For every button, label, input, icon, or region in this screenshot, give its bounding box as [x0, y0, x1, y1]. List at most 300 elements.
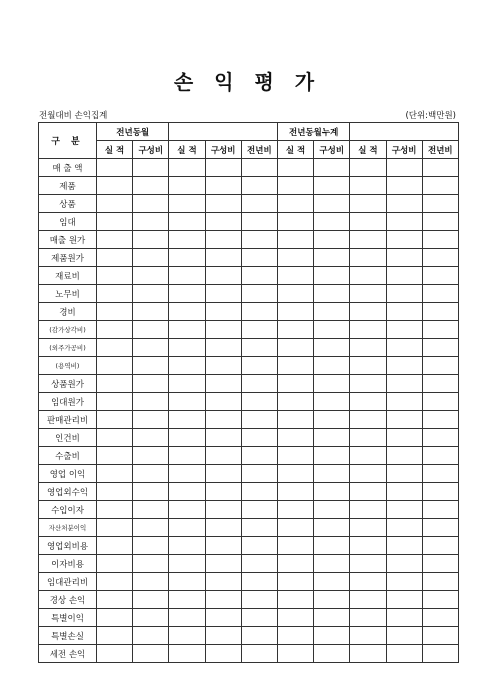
value-cell[interactable]: [422, 393, 458, 411]
value-cell[interactable]: [314, 645, 350, 663]
value-cell[interactable]: [350, 213, 386, 231]
value-cell[interactable]: [350, 573, 386, 591]
value-cell[interactable]: [314, 501, 350, 519]
value-cell[interactable]: [133, 321, 169, 339]
value-cell[interactable]: [133, 249, 169, 267]
value-cell[interactable]: [169, 537, 205, 555]
value-cell[interactable]: [205, 645, 241, 663]
value-cell[interactable]: [97, 627, 133, 645]
value-cell[interactable]: [386, 645, 422, 663]
value-cell[interactable]: [205, 339, 241, 357]
value-cell[interactable]: [386, 609, 422, 627]
value-cell[interactable]: [169, 177, 205, 195]
column-header: 구성비: [386, 141, 422, 159]
value-cell[interactable]: [350, 159, 386, 177]
table-row: [39, 411, 459, 429]
value-cell[interactable]: [241, 159, 277, 177]
value-cell[interactable]: [277, 213, 313, 231]
value-cell[interactable]: [386, 483, 422, 501]
value-cell[interactable]: [314, 591, 350, 609]
value-cell[interactable]: [241, 195, 277, 213]
value-cell[interactable]: [133, 339, 169, 357]
column-header: 구성비: [205, 141, 241, 159]
value-cell[interactable]: [386, 213, 422, 231]
value-cell[interactable]: [277, 645, 313, 663]
column-header: 실 적: [97, 141, 133, 159]
value-cell[interactable]: [97, 447, 133, 465]
value-cell[interactable]: [350, 285, 386, 303]
value-cell[interactable]: [97, 609, 133, 627]
value-cell[interactable]: [314, 231, 350, 249]
value-cell[interactable]: [314, 483, 350, 501]
value-cell[interactable]: [350, 465, 386, 483]
value-cell[interactable]: [205, 483, 241, 501]
value-cell[interactable]: [97, 519, 133, 537]
value-cell[interactable]: [205, 573, 241, 591]
value-cell[interactable]: [97, 267, 133, 285]
value-cell[interactable]: [97, 429, 133, 447]
table-row: [39, 555, 459, 573]
value-cell[interactable]: [241, 249, 277, 267]
value-cell[interactable]: [133, 393, 169, 411]
value-cell[interactable]: [169, 591, 205, 609]
value-cell[interactable]: [169, 357, 205, 375]
value-cell[interactable]: [277, 177, 313, 195]
value-cell[interactable]: [241, 447, 277, 465]
value-cell[interactable]: [169, 483, 205, 501]
value-cell[interactable]: [386, 249, 422, 267]
value-cell[interactable]: [386, 411, 422, 429]
value-cell[interactable]: [205, 195, 241, 213]
value-cell[interactable]: [422, 339, 458, 357]
value-cell[interactable]: [133, 483, 169, 501]
table-row: [39, 519, 459, 537]
value-cell[interactable]: [205, 501, 241, 519]
value-cell[interactable]: [133, 555, 169, 573]
value-cell[interactable]: [422, 555, 458, 573]
value-cell[interactable]: [386, 627, 422, 645]
column-header: 실 적: [277, 141, 313, 159]
value-cell[interactable]: [350, 195, 386, 213]
column-header: 구성비: [133, 141, 169, 159]
value-cell[interactable]: [277, 285, 313, 303]
value-cell[interactable]: [133, 465, 169, 483]
value-cell[interactable]: [277, 483, 313, 501]
value-cell[interactable]: [97, 303, 133, 321]
table-row: [39, 483, 459, 501]
value-cell[interactable]: [205, 303, 241, 321]
value-cell[interactable]: [422, 285, 458, 303]
value-cell[interactable]: [350, 375, 386, 393]
value-cell[interactable]: [205, 627, 241, 645]
value-cell[interactable]: [241, 537, 277, 555]
value-cell[interactable]: [422, 627, 458, 645]
value-cell[interactable]: [241, 267, 277, 285]
value-cell[interactable]: [314, 195, 350, 213]
row-label: 매출 원가: [39, 231, 97, 249]
value-cell[interactable]: [241, 627, 277, 645]
value-cell[interactable]: [277, 393, 313, 411]
value-cell[interactable]: [133, 213, 169, 231]
value-cell[interactable]: [133, 573, 169, 591]
value-cell[interactable]: [277, 555, 313, 573]
value-cell[interactable]: [386, 537, 422, 555]
value-cell[interactable]: [133, 537, 169, 555]
value-cell[interactable]: [241, 393, 277, 411]
value-cell[interactable]: [241, 375, 277, 393]
value-cell[interactable]: [350, 609, 386, 627]
value-cell[interactable]: [314, 411, 350, 429]
value-cell[interactable]: [97, 393, 133, 411]
value-cell[interactable]: [241, 231, 277, 249]
value-cell[interactable]: [314, 447, 350, 465]
value-cell[interactable]: [205, 177, 241, 195]
row-label: 자산처분이익: [39, 519, 97, 537]
value-cell[interactable]: [350, 429, 386, 447]
value-cell[interactable]: [205, 321, 241, 339]
value-cell[interactable]: [133, 231, 169, 249]
page-title: 손 익 평 가: [173, 70, 322, 94]
value-cell[interactable]: [205, 519, 241, 537]
value-cell[interactable]: [241, 339, 277, 357]
value-cell[interactable]: [386, 357, 422, 375]
value-cell[interactable]: [241, 573, 277, 591]
value-cell[interactable]: [386, 339, 422, 357]
value-cell[interactable]: [422, 591, 458, 609]
value-cell[interactable]: [205, 447, 241, 465]
value-cell[interactable]: [422, 411, 458, 429]
value-cell[interactable]: [205, 429, 241, 447]
value-cell[interactable]: [350, 447, 386, 465]
value-cell[interactable]: [386, 429, 422, 447]
value-cell[interactable]: [133, 303, 169, 321]
value-cell[interactable]: [169, 267, 205, 285]
value-cell[interactable]: [350, 555, 386, 573]
value-cell[interactable]: [241, 411, 277, 429]
value-cell[interactable]: [205, 537, 241, 555]
value-cell[interactable]: [350, 177, 386, 195]
value-cell[interactable]: [314, 267, 350, 285]
value-cell[interactable]: [205, 213, 241, 231]
value-cell[interactable]: [386, 573, 422, 591]
value-cell[interactable]: [314, 177, 350, 195]
value-cell[interactable]: [169, 249, 205, 267]
value-cell[interactable]: [422, 501, 458, 519]
value-cell[interactable]: [314, 303, 350, 321]
value-cell[interactable]: [133, 357, 169, 375]
value-cell[interactable]: [277, 321, 313, 339]
value-cell[interactable]: [133, 195, 169, 213]
value-cell[interactable]: [277, 627, 313, 645]
value-cell[interactable]: [386, 591, 422, 609]
value-cell[interactable]: [386, 447, 422, 465]
value-cell[interactable]: [133, 645, 169, 663]
value-cell[interactable]: [205, 267, 241, 285]
value-cell[interactable]: [277, 303, 313, 321]
value-cell[interactable]: [241, 303, 277, 321]
value-cell[interactable]: [133, 609, 169, 627]
value-cell[interactable]: [97, 465, 133, 483]
row-label: 수입이자: [39, 501, 97, 519]
value-cell[interactable]: [314, 393, 350, 411]
value-cell[interactable]: [133, 447, 169, 465]
value-cell[interactable]: [314, 249, 350, 267]
value-cell[interactable]: [422, 231, 458, 249]
value-cell[interactable]: [205, 555, 241, 573]
value-cell[interactable]: [169, 411, 205, 429]
value-cell[interactable]: [422, 249, 458, 267]
value-cell[interactable]: [241, 357, 277, 375]
value-cell[interactable]: [97, 249, 133, 267]
value-cell[interactable]: [169, 231, 205, 249]
value-cell[interactable]: [277, 573, 313, 591]
value-cell[interactable]: [422, 483, 458, 501]
value-cell[interactable]: [97, 645, 133, 663]
value-cell[interactable]: [205, 375, 241, 393]
value-cell[interactable]: [277, 465, 313, 483]
value-cell[interactable]: [386, 321, 422, 339]
value-cell[interactable]: [386, 393, 422, 411]
group-header: [350, 123, 459, 141]
value-cell[interactable]: [386, 375, 422, 393]
value-cell[interactable]: [241, 483, 277, 501]
group-header: [169, 123, 278, 141]
value-cell[interactable]: [205, 249, 241, 267]
value-cell[interactable]: [422, 213, 458, 231]
value-cell[interactable]: [97, 339, 133, 357]
value-cell[interactable]: [350, 303, 386, 321]
value-cell[interactable]: [241, 285, 277, 303]
value-cell[interactable]: [133, 285, 169, 303]
value-cell[interactable]: [314, 321, 350, 339]
value-cell[interactable]: [277, 609, 313, 627]
value-cell[interactable]: [277, 195, 313, 213]
value-cell[interactable]: [277, 411, 313, 429]
value-cell[interactable]: [277, 447, 313, 465]
value-cell[interactable]: [169, 573, 205, 591]
value-cell[interactable]: [314, 537, 350, 555]
value-cell[interactable]: [314, 555, 350, 573]
value-cell[interactable]: [277, 537, 313, 555]
value-cell[interactable]: [350, 501, 386, 519]
value-cell[interactable]: [277, 249, 313, 267]
value-cell[interactable]: [314, 357, 350, 375]
value-cell[interactable]: [169, 609, 205, 627]
value-cell[interactable]: [133, 267, 169, 285]
value-cell[interactable]: [97, 285, 133, 303]
value-cell[interactable]: [350, 393, 386, 411]
value-cell[interactable]: [350, 519, 386, 537]
value-cell[interactable]: [422, 573, 458, 591]
value-cell[interactable]: [277, 519, 313, 537]
value-cell[interactable]: [422, 519, 458, 537]
value-cell[interactable]: [241, 645, 277, 663]
value-cell[interactable]: [386, 159, 422, 177]
value-cell[interactable]: [350, 483, 386, 501]
value-cell[interactable]: [350, 627, 386, 645]
value-cell[interactable]: [169, 519, 205, 537]
value-cell[interactable]: [422, 537, 458, 555]
value-cell[interactable]: [386, 285, 422, 303]
value-cell[interactable]: [350, 537, 386, 555]
value-cell[interactable]: [277, 267, 313, 285]
value-cell[interactable]: [350, 267, 386, 285]
value-cell[interactable]: [422, 447, 458, 465]
value-cell[interactable]: [277, 231, 313, 249]
value-cell[interactable]: [422, 609, 458, 627]
value-cell[interactable]: [169, 555, 205, 573]
value-cell[interactable]: [205, 411, 241, 429]
value-cell[interactable]: [314, 429, 350, 447]
value-cell[interactable]: [386, 465, 422, 483]
value-cell[interactable]: [97, 177, 133, 195]
value-cell[interactable]: [241, 177, 277, 195]
value-cell[interactable]: [350, 591, 386, 609]
value-cell[interactable]: [314, 627, 350, 645]
value-cell[interactable]: [169, 447, 205, 465]
value-cell[interactable]: [97, 573, 133, 591]
value-cell[interactable]: [314, 519, 350, 537]
value-cell[interactable]: [97, 357, 133, 375]
value-cell[interactable]: [350, 231, 386, 249]
value-cell[interactable]: [169, 645, 205, 663]
value-cell[interactable]: [422, 429, 458, 447]
table-row: [39, 627, 459, 645]
value-cell[interactable]: [169, 429, 205, 447]
value-cell[interactable]: [205, 231, 241, 249]
value-cell[interactable]: [97, 483, 133, 501]
value-cell[interactable]: [97, 195, 133, 213]
value-cell[interactable]: [169, 213, 205, 231]
value-cell[interactable]: [97, 501, 133, 519]
value-cell[interactable]: [314, 285, 350, 303]
value-cell[interactable]: [314, 159, 350, 177]
value-cell[interactable]: [97, 321, 133, 339]
value-cell[interactable]: [169, 465, 205, 483]
value-cell[interactable]: [241, 465, 277, 483]
value-cell[interactable]: [422, 357, 458, 375]
value-cell[interactable]: [169, 627, 205, 645]
value-cell[interactable]: [350, 321, 386, 339]
value-cell[interactable]: [205, 393, 241, 411]
value-cell[interactable]: [97, 591, 133, 609]
value-cell[interactable]: [277, 501, 313, 519]
value-cell[interactable]: [133, 501, 169, 519]
value-cell[interactable]: [277, 429, 313, 447]
value-cell[interactable]: [169, 375, 205, 393]
value-cell[interactable]: [277, 591, 313, 609]
value-cell[interactable]: [277, 357, 313, 375]
value-cell[interactable]: [314, 375, 350, 393]
value-cell[interactable]: [422, 303, 458, 321]
value-cell[interactable]: [386, 555, 422, 573]
value-cell[interactable]: [169, 501, 205, 519]
value-cell[interactable]: [314, 573, 350, 591]
value-cell[interactable]: [422, 645, 458, 663]
value-cell[interactable]: [277, 159, 313, 177]
value-cell[interactable]: [205, 465, 241, 483]
value-cell[interactable]: [133, 159, 169, 177]
value-cell[interactable]: [422, 321, 458, 339]
value-cell[interactable]: [422, 375, 458, 393]
value-cell[interactable]: [422, 177, 458, 195]
value-cell[interactable]: [241, 609, 277, 627]
value-cell[interactable]: [169, 321, 205, 339]
value-cell[interactable]: [314, 213, 350, 231]
value-cell[interactable]: [350, 645, 386, 663]
row-label: 수출비: [39, 447, 97, 465]
value-cell[interactable]: [386, 303, 422, 321]
value-cell[interactable]: [205, 591, 241, 609]
value-cell[interactable]: [133, 429, 169, 447]
value-cell[interactable]: [241, 321, 277, 339]
value-cell[interactable]: [205, 609, 241, 627]
value-cell[interactable]: [241, 501, 277, 519]
value-cell[interactable]: [386, 231, 422, 249]
value-cell[interactable]: [97, 537, 133, 555]
value-cell[interactable]: [314, 465, 350, 483]
value-cell[interactable]: [350, 357, 386, 375]
value-cell[interactable]: [422, 159, 458, 177]
value-cell[interactable]: [133, 375, 169, 393]
value-cell[interactable]: [350, 249, 386, 267]
value-cell[interactable]: [97, 213, 133, 231]
value-cell[interactable]: [241, 213, 277, 231]
value-cell[interactable]: [97, 411, 133, 429]
value-cell[interactable]: [314, 609, 350, 627]
value-cell[interactable]: [241, 555, 277, 573]
value-cell[interactable]: [97, 159, 133, 177]
value-cell[interactable]: [169, 159, 205, 177]
value-cell[interactable]: [97, 231, 133, 249]
value-cell[interactable]: [277, 375, 313, 393]
value-cell[interactable]: [386, 177, 422, 195]
value-cell[interactable]: [169, 285, 205, 303]
value-cell[interactable]: [350, 411, 386, 429]
value-cell[interactable]: [133, 591, 169, 609]
value-cell[interactable]: [241, 591, 277, 609]
value-cell[interactable]: [277, 339, 313, 357]
value-cell[interactable]: [422, 267, 458, 285]
row-label: 경비: [39, 303, 97, 321]
row-label: 영업외수익: [39, 483, 97, 501]
value-cell[interactable]: [133, 627, 169, 645]
value-cell[interactable]: [133, 519, 169, 537]
value-cell[interactable]: [133, 411, 169, 429]
value-cell[interactable]: [386, 501, 422, 519]
value-cell[interactable]: [350, 339, 386, 357]
value-cell[interactable]: [386, 195, 422, 213]
value-cell[interactable]: [422, 195, 458, 213]
value-cell[interactable]: [205, 357, 241, 375]
value-cell[interactable]: [97, 555, 133, 573]
value-cell[interactable]: [314, 339, 350, 357]
value-cell[interactable]: [205, 159, 241, 177]
value-cell[interactable]: [169, 339, 205, 357]
value-cell[interactable]: [386, 519, 422, 537]
value-cell[interactable]: [241, 429, 277, 447]
value-cell[interactable]: [422, 465, 458, 483]
value-cell[interactable]: [97, 375, 133, 393]
value-cell[interactable]: [169, 195, 205, 213]
value-cell[interactable]: [205, 285, 241, 303]
value-cell[interactable]: [169, 393, 205, 411]
value-cell[interactable]: [386, 267, 422, 285]
row-label: (외주가공비): [39, 339, 97, 357]
value-cell[interactable]: [241, 519, 277, 537]
value-cell[interactable]: [133, 177, 169, 195]
value-cell[interactable]: [169, 303, 205, 321]
